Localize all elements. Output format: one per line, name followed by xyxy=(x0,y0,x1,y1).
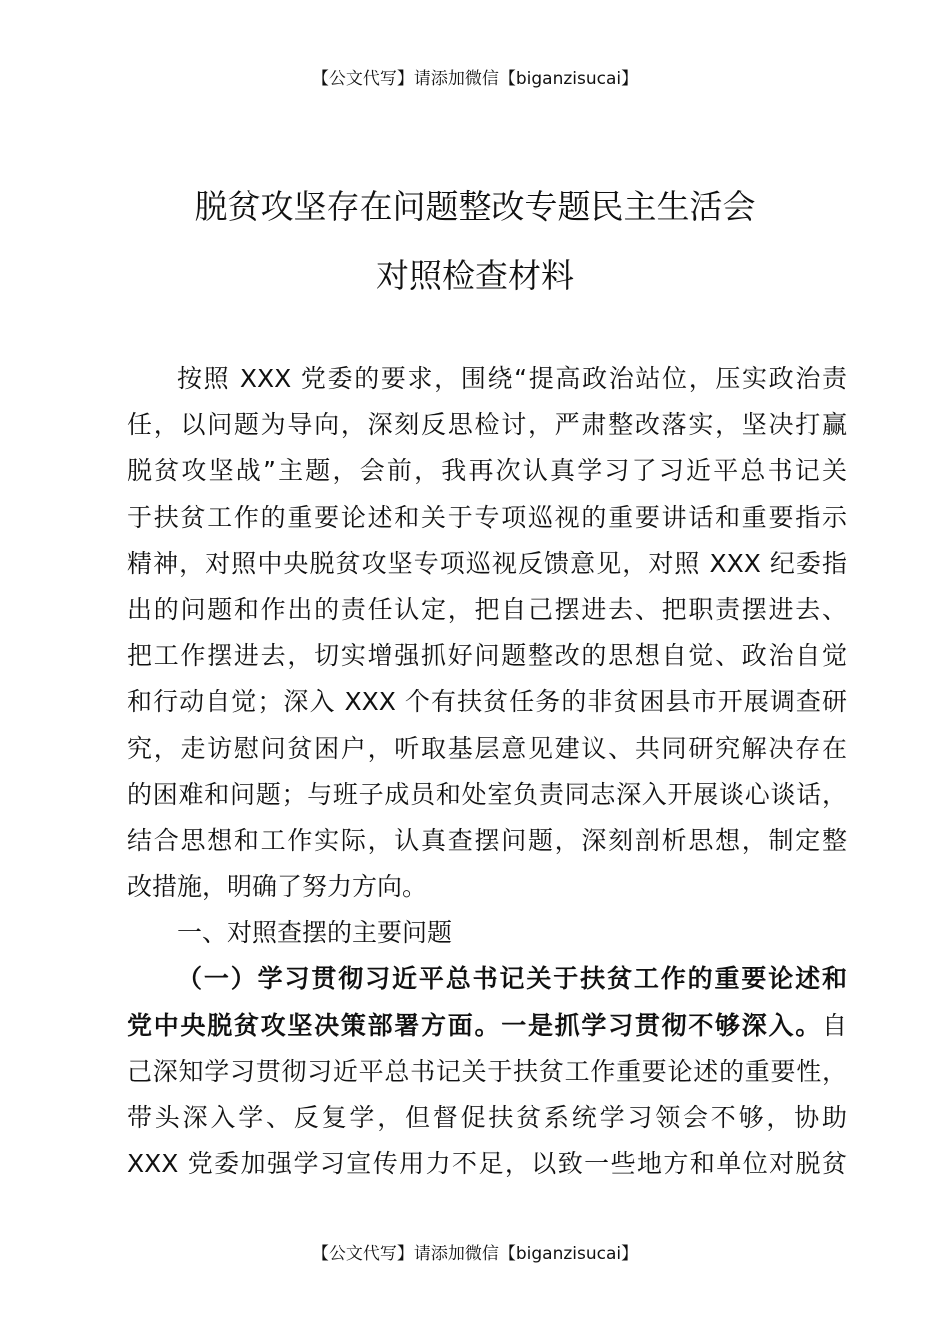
header-watermark-note: 【公文代写】请添加微信【biganzisucai】 xyxy=(311,69,639,89)
body-line: 己深知学习贯彻习近平总书记关于扶贫工作重要论述的重要性， xyxy=(127,1056,847,1086)
document-body xyxy=(127,356,847,1187)
section-heading: 一、对照查摆的主要问题 xyxy=(177,918,453,948)
body-line: 脱贫攻坚战”主题，会前，我再次认真学习了习近平总书记关 xyxy=(127,456,847,486)
body-line: 结合思想和工作实际，认真查摆问题，深刻剖析思想，制定整 xyxy=(127,825,847,855)
body-line: 于扶贫工作的重要论述和关于专项巡视的重要讲话和重要指示 xyxy=(127,502,847,532)
body-line: 带头深入学、反复学，但督促扶贫系统学习领会不够，协助 xyxy=(127,1103,847,1132)
body-line: 的困难和问题；与班子成员和处室负责同志深入开展谈心谈话， xyxy=(127,779,847,809)
body-line: 精神，对照中央脱贫攻坚专项巡视反馈意见，对照 XXX 纪委指 xyxy=(127,548,847,578)
body-line: XXX 党委加强学习宣传用力不足，以致一些地方和单位对脱贫 xyxy=(127,1149,847,1179)
body-line: 出的问题和作出的责任认定，把自己摆进去、把职责摆进去、 xyxy=(127,594,847,624)
document-title-line-2: 对照检查材料 xyxy=(376,256,574,295)
subsection-heading-continued xyxy=(127,1003,847,1049)
footer-watermark-note: 【公文代写】请添加微信【biganzisucai】 xyxy=(311,1244,639,1264)
body-line: 按照 XXX 党委的要求，围绕“提高政治站位，压实政治责 xyxy=(177,364,847,393)
subsection-body-start: 自 xyxy=(821,1010,847,1040)
body-line: 改措施，明确了努力方向。 xyxy=(127,872,428,902)
subsection-heading: （一）学习贯彻习近平总书记关于扶贫工作的重要论述和 xyxy=(177,964,847,994)
document-title-line-1: 脱贫攻坚存在问题整改专题民主生活会 xyxy=(194,187,756,226)
body-line: 和行动自觉；深入 XXX 个有扶贫任务的非贫困县市开展调查研 xyxy=(127,687,847,717)
body-line: 任，以问题为导向，深刻反思检讨，严肃整改落实，坚决打赢 xyxy=(127,410,847,440)
body-line: 把工作摆进去，切实增强抓好问题整改的思想自觉、政治自觉 xyxy=(127,641,847,671)
body-line: 究，走访慰问贫困户，听取基层意见建议、共同研究解决存在 xyxy=(127,733,847,763)
subsection-heading-bold-text: 党中央脱贫攻坚决策部署方面。一是抓学习贯彻不够深入。 xyxy=(127,1010,822,1040)
